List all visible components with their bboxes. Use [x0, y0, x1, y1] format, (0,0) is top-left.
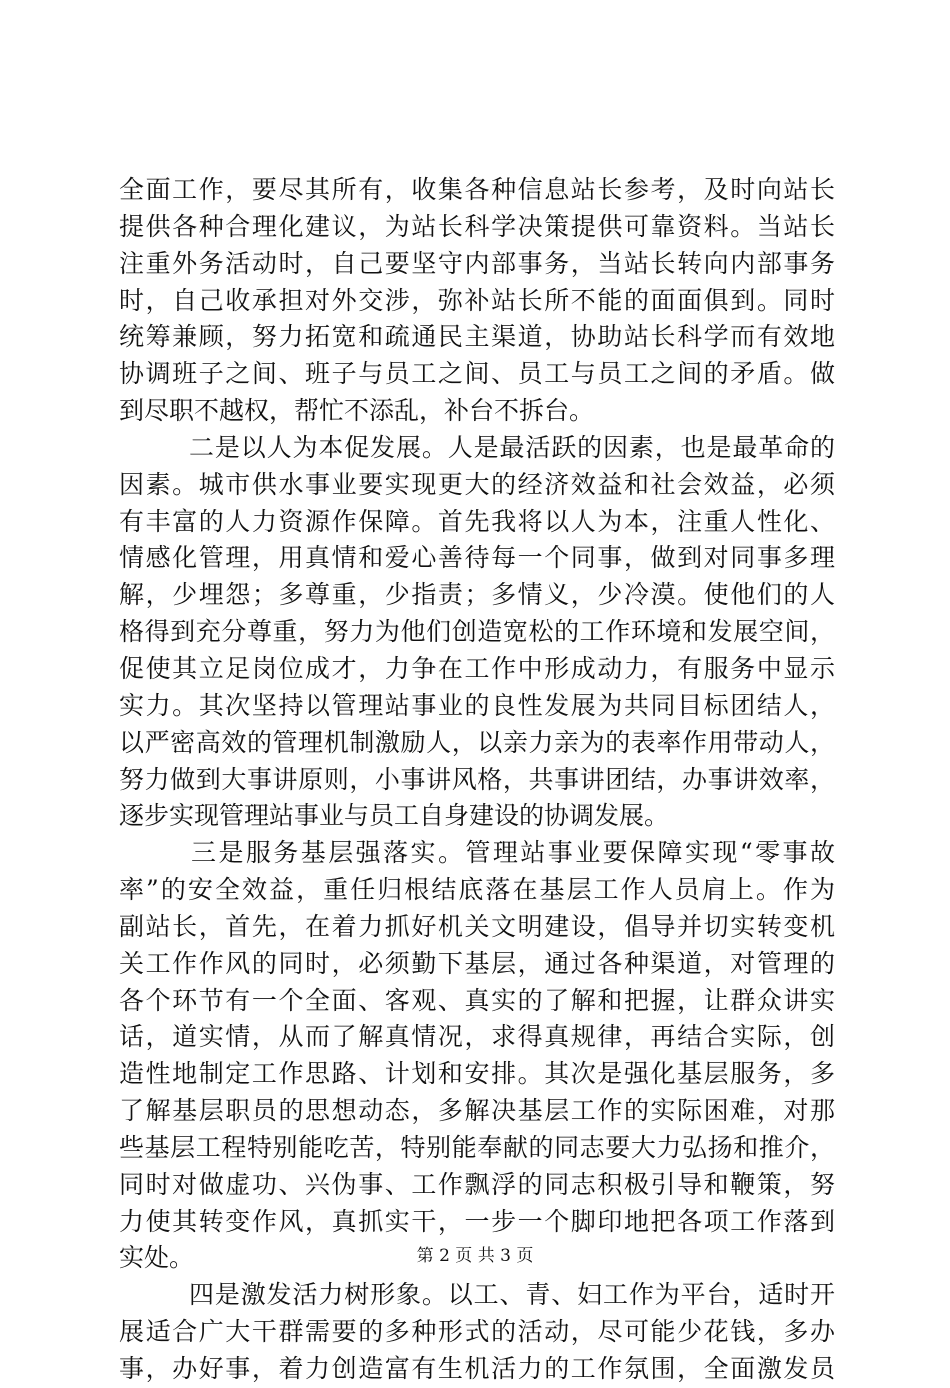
text-line: 促使其立足岗位成才，力争在工作中形成动力，有服务中显示	[119, 653, 835, 683]
paragraph-first-line: 三是服务基层强落实。管理站事业要保障实现“零事故	[191, 838, 835, 868]
text-line: 力使其转变作风，真抓实干，一步一个脚印地把各项工作落到	[119, 1206, 835, 1236]
paragraph-first-line: 二是以人为本促发展。人是最活跃的因素，也是最革命的	[189, 432, 835, 462]
text-line: 解，少埋怨；多尊重，少指责；多情义，少冷漠。使他们的人	[119, 580, 835, 610]
text-line: 格得到充分尊重，努力为他们创造宽松的工作环境和发展空间，	[119, 617, 835, 647]
text-line: 了解基层职员的思想动态，多解决基层工作的实际困难，对那	[119, 1096, 835, 1126]
text-line: 话，道实情，从而了解真情况，求得真规律，再结合实际，创	[119, 1022, 835, 1052]
text-line: 事，办好事，着力创造富有生机活力的工作氛围，全面激发员	[119, 1354, 835, 1383]
text-line: 全面工作，要尽其所有，收集各种信息站长参考，及时向站长	[119, 175, 835, 204]
text-line: 注重外务活动时，自己要坚守内部事务，当站长转向内部事务	[119, 248, 835, 278]
text-line: 各个环节有一个全面、客观、真实的了解和把握，让群众讲实	[119, 985, 835, 1015]
text-line: 实力。其次坚持以管理站事业的良性发展为共同目标团结人，	[119, 690, 835, 720]
text-line: 率”的安全效益，重任归根结底落在基层工作人员肩上。作为	[119, 875, 835, 905]
text-line: 些基层工程特别能吃苦，特别能奉献的同志要大力弘扬和推介，	[119, 1132, 835, 1162]
text-line: 努力做到大事讲原则，小事讲风格，共事讲团结，办事讲效率，	[119, 764, 835, 794]
body-text	[119, 172, 835, 1388]
text-line: 提供各种合理化建议，为站长科学决策提供可靠资料。当站长	[119, 211, 835, 241]
text-line: 展适合广大干群需要的多种形式的活动，尽可能少花钱，多办	[119, 1317, 835, 1347]
text-line: 实处。	[119, 1243, 195, 1273]
text-line: 时，自己收承担对外交涉，弥补站长所不能的面面俱到。同时	[119, 285, 835, 315]
text-line: 同时对做虚功、兴伪事、工作飘浮的同志积极引导和鞭策，努	[119, 1169, 835, 1199]
text-line: 副站长，首先，在着力抓好机关文明建设，倡导并切实转变机	[119, 911, 835, 941]
paragraph-first-line: 四是激发活力树形象。以工、青、妇工作为平台，适时开	[189, 1280, 835, 1310]
text-line: 造性地制定工作思路、计划和安排。其次是强化基层服务，多	[119, 1059, 835, 1089]
text-line: 协调班子之间、班子与员工之间、员工与员工之间的矛盾。做	[119, 359, 835, 389]
text-line: 以严密高效的管理机制激励人，以亲力亲为的表率作用带动人，	[119, 727, 835, 757]
page-number-footer: 第 2 页 共 3 页	[416, 1246, 534, 1266]
text-line: 有丰富的人力资源作保障。首先我将以人为本，注重人性化、	[119, 506, 835, 536]
text-line: 关工作作风的同时，必须勤下基层，通过各种渠道，对管理的	[119, 948, 835, 978]
text-line: 因素。城市供水事业要实现更大的经济效益和社会效益，必须	[119, 469, 835, 499]
text-line: 情感化管理，用真情和爱心善待每一个同事，做到对同事多理	[119, 543, 835, 573]
text-line: 统筹兼顾，努力拓宽和疏通民主渠道，协助站长科学而有效地	[119, 322, 835, 352]
text-line: 到尽职不越权，帮忙不添乱，补台不拆台。	[119, 396, 595, 426]
text-line: 逐步实现管理站事业与员工自身建设的协调发展。	[119, 801, 670, 831]
